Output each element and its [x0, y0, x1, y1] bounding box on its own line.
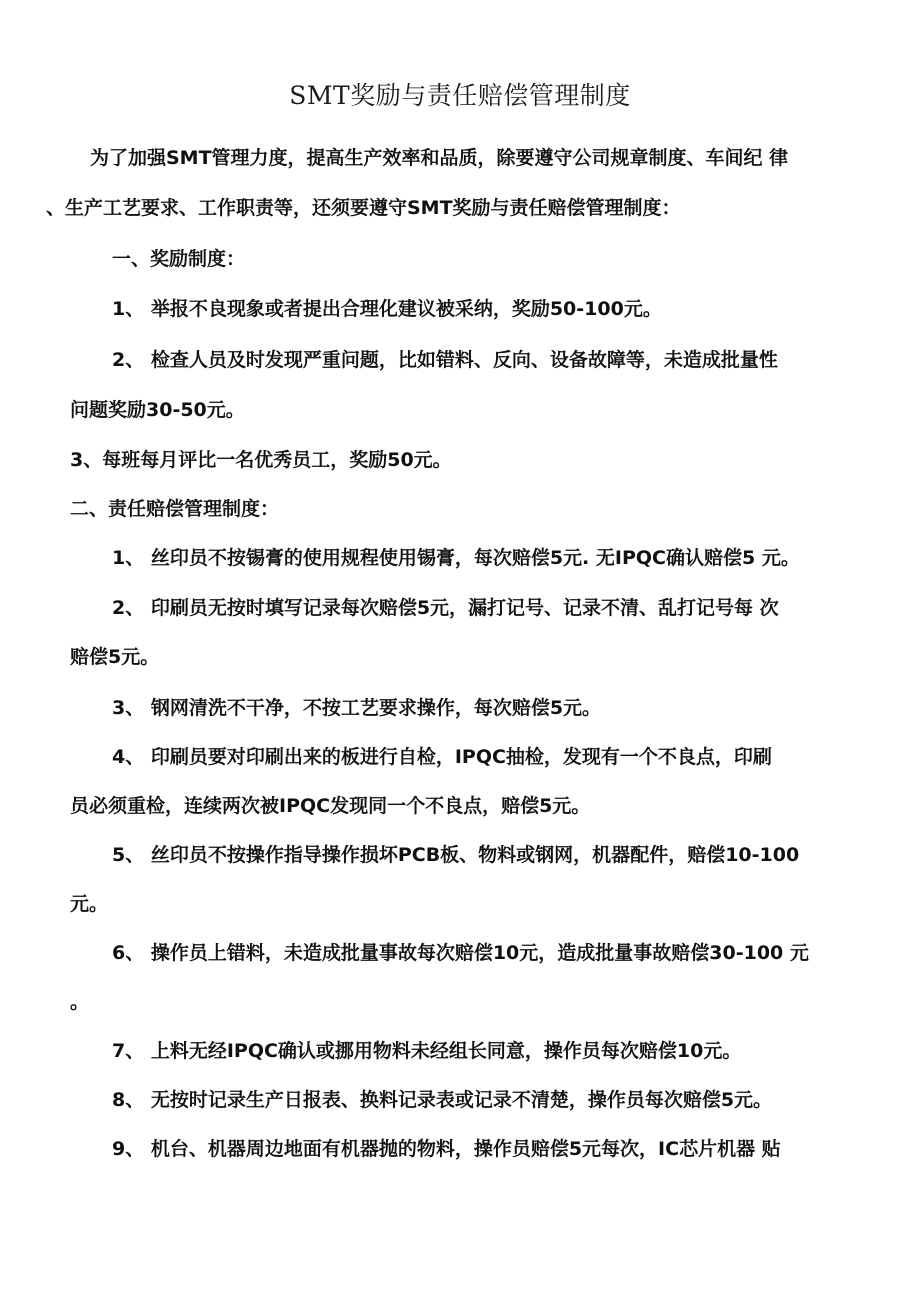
intro-paragraph-line-1: 为了加强SMT管理力度，提高生产效率和品质，除要遵守公司规章制度、车间纪 律 [90, 147, 789, 169]
penalty-item-2-line-2: 赔偿5元。 [70, 646, 160, 668]
penalty-item-8: 8、 无按时记录生产日报表、换料记录表或记录不清楚，操作员每次赔偿5元。 [112, 1089, 773, 1111]
penalty-item-6-line-1: 6、 操作员上错料，未造成批量事故每次赔偿10元，造成批量事故赔偿30-100 元 [112, 942, 809, 964]
penalty-item-6-line-2: 。 [70, 991, 90, 1013]
penalty-item-2-line-1: 2、 印刷员无按时填写记录每次赔偿5元，漏打记号、记录不清、乱打记号每 次 [112, 597, 779, 619]
penalty-item-1: 1、 丝印员不按锡膏的使用规程使用锡膏，每次赔偿5元. 无IPQC确认赔偿5 元。 [112, 547, 800, 569]
penalty-item-3: 3、 钢网清洗不干净，不按工艺要求操作，每次赔偿5元。 [112, 697, 602, 719]
reward-item-2-line-1: 2、 检查人员及时发现严重问题，比如错料、反向、设备故障等，未造成批量性 [112, 349, 778, 371]
penalty-item-7: 7、 上料无经IPQC确认或挪用物料未经组长同意，操作员每次赔偿10元。 [112, 1040, 742, 1062]
reward-item-3: 3、每班每月评比一名优秀员工，奖励50元。 [70, 449, 452, 471]
penalty-item-5-line-2: 元。 [70, 893, 109, 915]
section-heading-rewards: 一、奖励制度： [112, 248, 246, 270]
intro-paragraph-line-2: 、生产工艺要求、工作职责等，还须要遵守SMT奖励与责任赔偿管理制度： [46, 197, 681, 219]
reward-item-1: 1、 举报不良现象或者提出合理化建议被采纳，奖励50-100元。 [112, 298, 662, 320]
reward-item-2-line-2: 问题奖励30-50元。 [70, 399, 245, 421]
page-title: SMT奖励与责任赔偿管理制度 [289, 81, 631, 110]
section-heading-penalties: 二、责任赔偿管理制度： [70, 498, 280, 520]
penalty-item-5-line-1: 5、 丝印员不按操作指导操作损坏PCB板、物料或钢网，机器配件，赔偿10-100 [112, 844, 800, 866]
penalty-item-9-line-1: 9、 机台、机器周边地面有机器抛的物料，操作员赔偿5元每次，IC芯片机器 贴 [112, 1138, 781, 1160]
penalty-item-4-line-1: 4、 印刷员要对印刷出来的板进行自检，IPQC抽检，发现有一个不良点，印刷 [112, 746, 772, 768]
penalty-item-4-line-2: 员必须重检，连续两次被IPQC发现同一个不良点，赔偿5元。 [70, 795, 591, 817]
